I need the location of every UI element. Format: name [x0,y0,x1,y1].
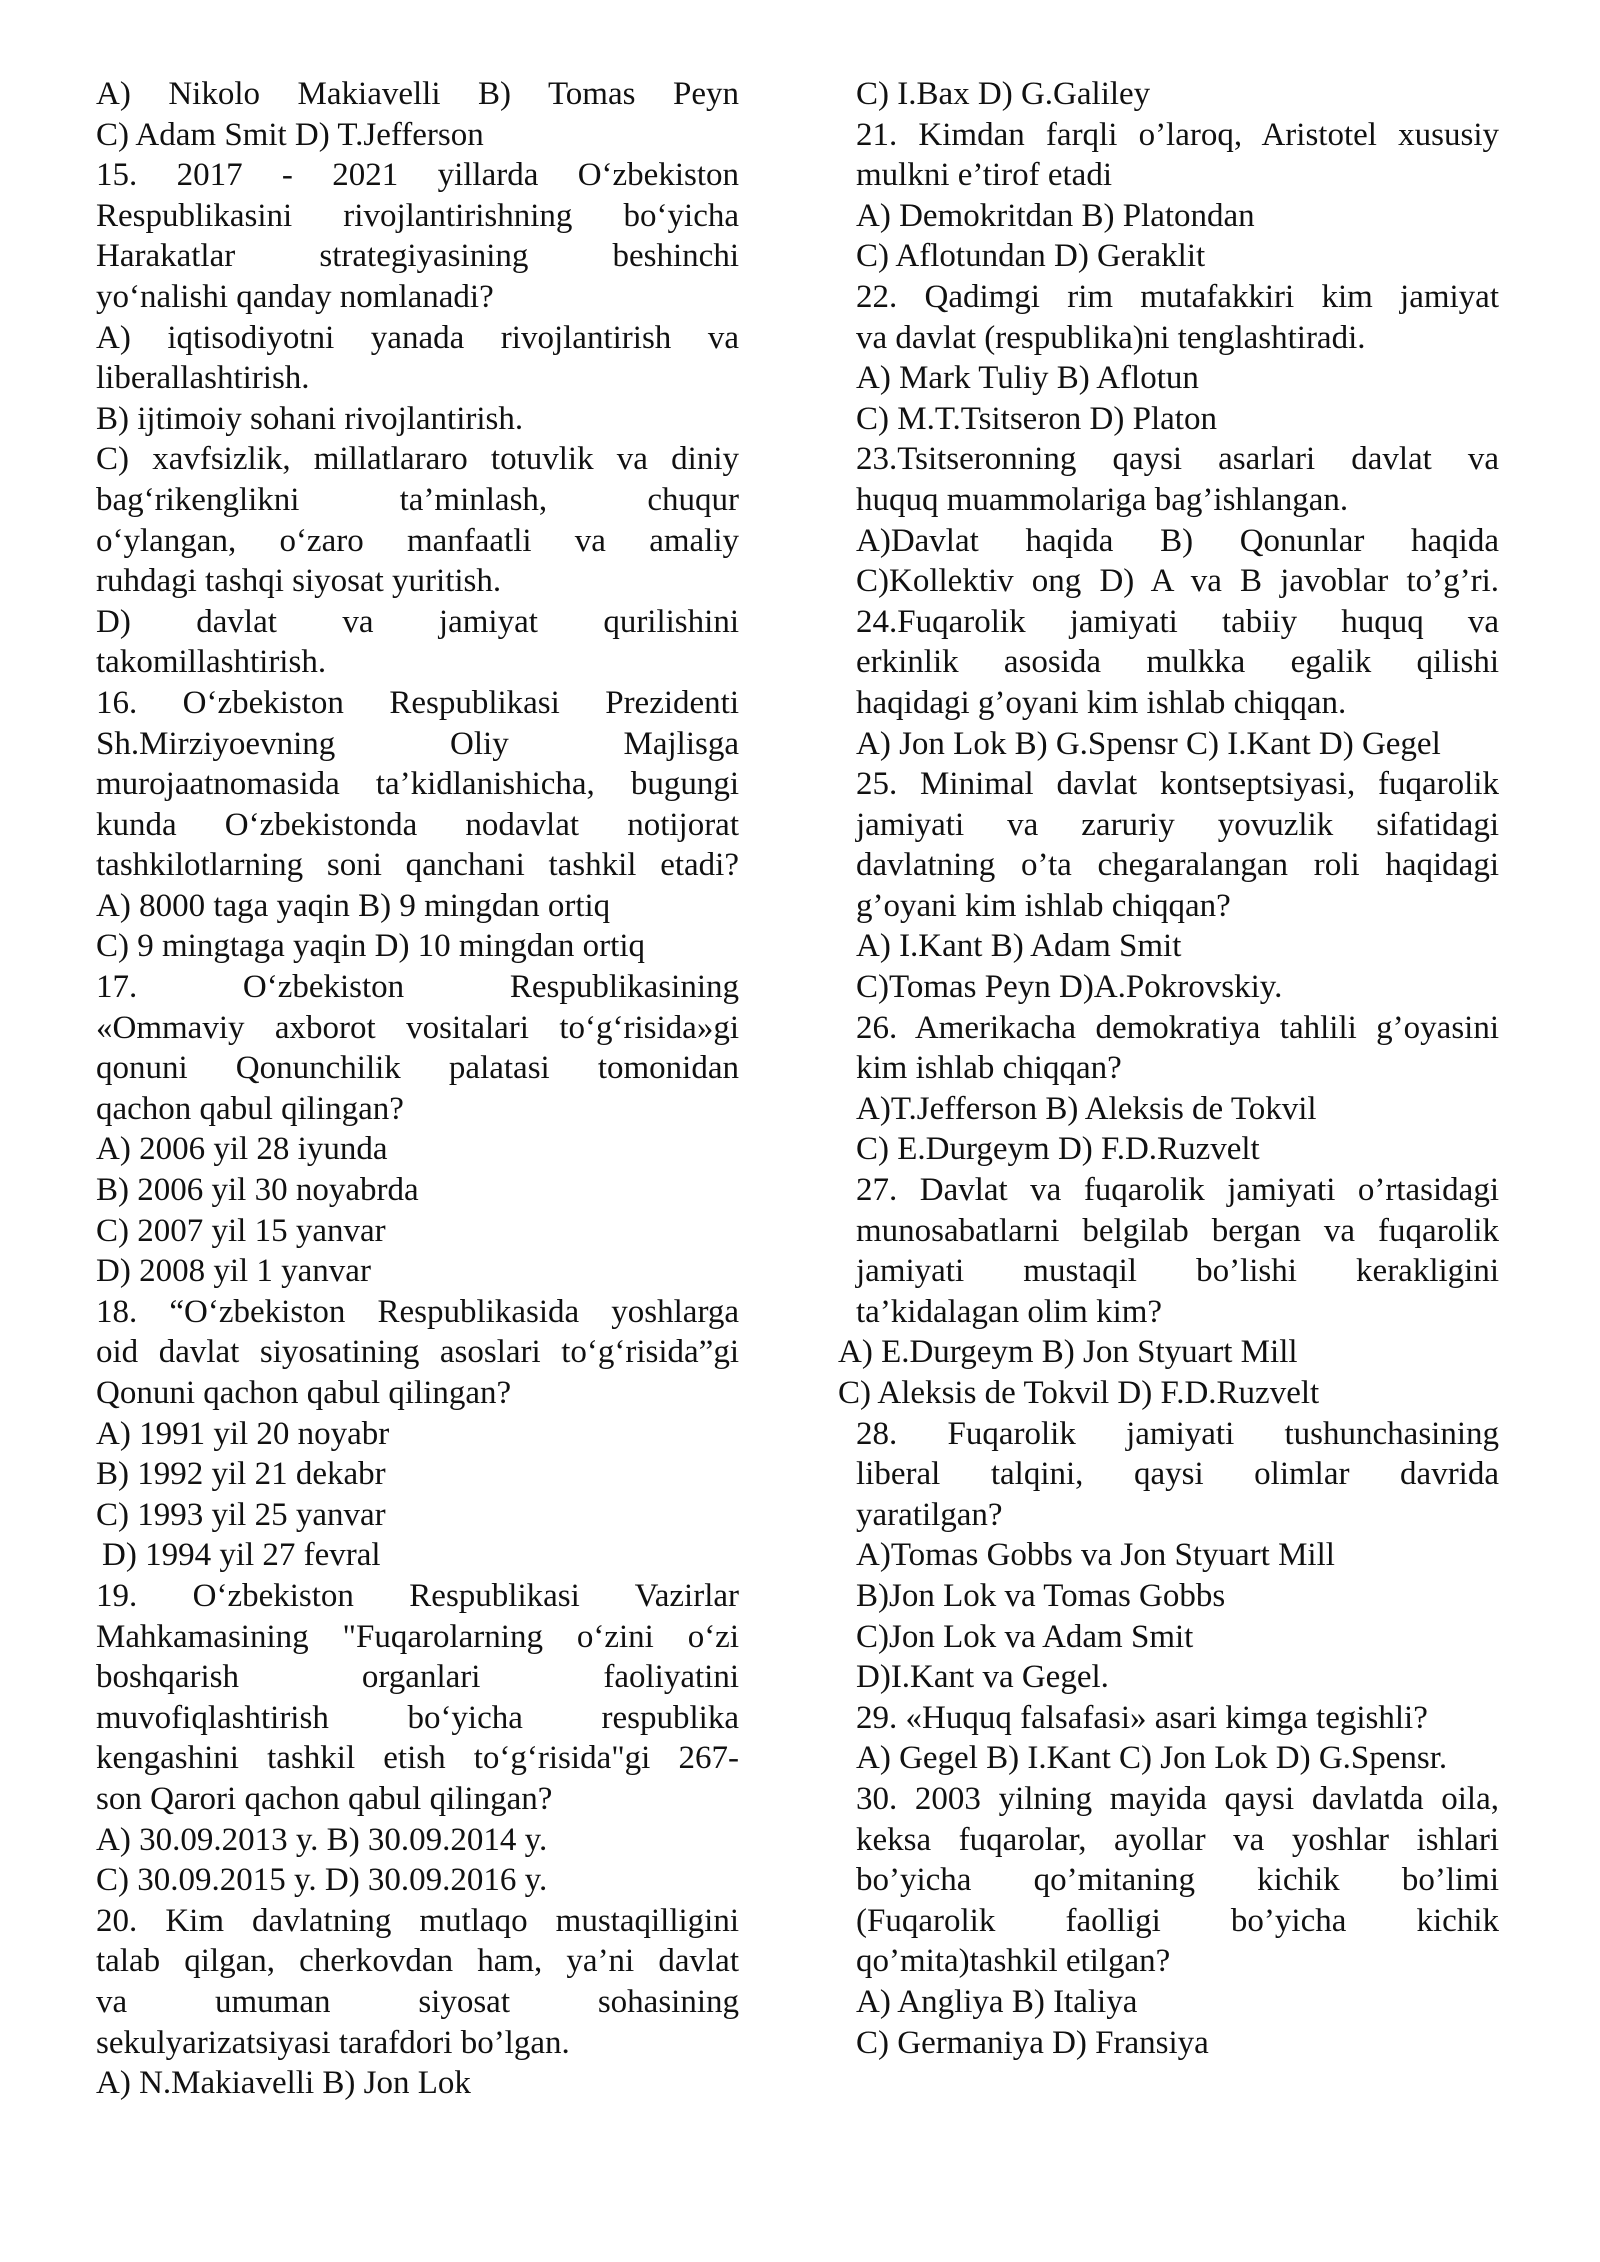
text-line: C) xavfsizlik, millatlararo totuvlik va diniy [96,441,739,478]
text-line: va umuman siyosat sohasining [96,1983,739,2020]
text-line: 24.Fuqarolik jamiyati tabiiy huquq va [856,603,1499,640]
text-line: kim ishlab chiqqan? [856,1050,1122,1087]
text-line: g’oyani kim ishlab chiqqan? [856,887,1231,924]
text-line: murojaatnomasida ta’kidlanishicha, bugungi [96,766,739,803]
text-line: Mahkamasining "Fuqarolarning o‘zini o‘zi [96,1618,739,1655]
text-line: ruhdagi tashqi siyosat yuritish. [96,563,502,600]
text-line: D) 1994 yil 27 fevral [102,1537,381,1574]
text-line: C) 30.09.2015 y. D) 30.09.2016 y. [96,1862,548,1899]
text-line: B) 1992 yil 21 dekabr [96,1456,386,1493]
text-line: A) 8000 taga yaqin B) 9 mingdan ortiq [96,887,611,924]
text-line: C)Tomas Peyn D)A.Pokrovskiy. [856,969,1283,1006]
text-line: liberallashtirish. [96,360,310,397]
text-line: D) 2008 yil 1 yanvar [96,1253,371,1290]
text-line: 21. Kimdan farqli o’laroq, Aristotel xususiy [856,116,1499,153]
text-line: C) Aleksis de Tokvil D) F.D.Ruzvelt [838,1375,1320,1411]
text-line: A) E.Durgeym B) Jon Styuart Mill [838,1334,1298,1371]
text-line: munosabatlarni belgilab bergan va fuqarolik [856,1212,1499,1249]
text-line: A) iqtisodiyotni yanada rivojlantirish va [96,319,739,356]
text-line: sekulyarizatsiyasi tarafdori bo’lgan. [96,2024,570,2061]
text-line: A) 2006 yil 28 iyunda [96,1131,388,1168]
text-line: yo‘nalishi qanday nomlanadi? [96,278,494,315]
text-line: A) N.Makiavelli B) Jon Lok [96,2065,471,2102]
text-line: muvofiqlashtirish bo‘yicha respublika [96,1699,739,1736]
text-line: 22. Qadimgi rim mutafakkiri kim jamiyat [856,278,1499,315]
text-line: 17. O‘zbekiston Respublikasining [96,969,739,1006]
text-line: C) Aflotundan D) Geraklit [856,238,1206,275]
text-line: A)Tomas Gobbs va Jon Styuart Mill [856,1537,1335,1574]
text-line: 26. Amerikacha demokratiya tahlili g’oyasini [856,1009,1499,1046]
text-line: ta’kidalagan olim kim? [856,1293,1163,1330]
text-line: boshqarish organlari faoliyatini [96,1659,739,1696]
text-line: C)Kollektiv ong D) A va B javoblar to’g’ri. [856,563,1499,600]
text-line: A) Gegel B) I.Kant C) Jon Lok D) G.Spensr. [856,1740,1448,1777]
text-line: liberal talqini, qaysi olimlar davrida [856,1456,1499,1493]
text-line: Harakatlar strategiyasining beshinchi [96,238,739,275]
text-line: B) 2006 yil 30 noyabrda [96,1172,419,1209]
text-line: A) 30.09.2013 y. B) 30.09.2014 y. [96,1821,548,1858]
text-line: 23.Tsitseronning qaysi asarlari davlat va [856,441,1499,478]
text-line: 20. Kim davlatning mutlaqo mustaqilligini [96,1902,739,1939]
text-line: qonuni Qonunchilik palatasi tomonidan [96,1050,739,1087]
text-line: A) Angliya B) Italiya [856,1983,1138,2020]
text-line: 16. O‘zbekiston Respublikasi Prezidenti [96,684,739,721]
text-line: huquq muammolariga bag’ishlangan. [856,481,1349,518]
text-line: oid davlat siyosatining asoslari to‘g‘risida”gi [96,1334,739,1371]
text-line: Sh.Mirziyoevning Oliy Majlisga [96,725,739,762]
text-line: jamiyati mustaqil bo’lishi kerakligini [856,1253,1499,1290]
text-line: mulkni e’tirof etadi [856,157,1112,194]
text-line: D)I.Kant va Gegel. [856,1659,1109,1696]
text-line: C) M.T.Tsitseron D) Platon [856,400,1217,437]
text-line: C) Germaniya D) Fransiya [856,2024,1209,2061]
text-line: erkinlik asosida mulkka egalik qilishi [856,644,1499,681]
text-line: jamiyati va zaruriy yovuzlik sifatidagi [856,806,1499,843]
text-line: A)Davlat haqida B) Qonunlar haqida [856,522,1499,559]
text-line: 29. «Huquq falsafasi» asari kimga tegishli? [856,1699,1428,1736]
text-line: bo’yicha qo’mitaning kichik bo’limi [856,1862,1499,1899]
text-line: C) E.Durgeym D) F.D.Ruzvelt [856,1131,1260,1168]
text-line: C) 9 mingtaga yaqin D) 10 mingdan ortiq [96,928,645,965]
text-line: 15. 2017 - 2021 yillarda O‘zbekiston [96,157,739,194]
text-line: D) davlat va jamiyat qurilishini [96,603,739,640]
text-line: A)T.Jefferson B) Aleksis de Tokvil [856,1090,1317,1127]
text-line: talab qilgan, cherkovdan ham, ya’ni davlat [96,1943,739,1980]
text-line: C)Jon Lok va Adam Smit [856,1618,1194,1655]
text-line: A) 1991 yil 20 noyabr [96,1415,390,1452]
text-line: 30. 2003 yilning mayida qaysi davlatda oila, [856,1780,1499,1817]
text-line: kengashini tashkil etish to‘g‘risida"gi 267- [96,1740,739,1777]
text-line: haqidagi g’oyani kim ishlab chiqqan. [856,684,1347,721]
text-line: 18. “O‘zbekiston Respublikasida yoshlarga [96,1293,739,1330]
text-line: C) 2007 yil 15 yanvar [96,1212,386,1249]
text-line: A) Jon Lok B) G.Spensr C) I.Kant D) Gegel [856,725,1441,762]
text-line: 19. O‘zbekiston Respublikasi Vazirlar [96,1577,739,1614]
text-line: o‘ylangan, o‘zaro manfaatli va amaliy [96,522,739,559]
text-line: A) Demokritdan B) Platondan [856,197,1255,234]
text-line: C) 1993 yil 25 yanvar [96,1496,386,1533]
text-line: kunda O‘zbekistonda nodavlat notijorat [96,806,739,843]
text-line: «Ommaviy axborot vositalari to‘g‘risida»gi [96,1009,739,1046]
left-column [96,74,739,2104]
text-line: B)Jon Lok va Tomas Gobbs [856,1577,1226,1614]
right-column [838,74,1499,2063]
text-line: Respublikasini rivojlantirishning bo‘yicha [96,197,739,234]
text-line: Qonuni qachon qabul qilingan? [96,1375,512,1411]
text-line: A) Mark Tuliy B) Aflotun [856,360,1199,397]
text-line: qachon qabul qilingan? [96,1090,404,1127]
text-line: C) I.Bax D) G.Galiley [856,76,1151,112]
text-line: keksa fuqarolar, ayollar va yoshlar ishlari [856,1821,1499,1858]
text-line: davlatning o’ta chegaralangan roli haqidagi [856,847,1499,884]
text-line: qo’mita)tashkil etilgan? [856,1943,1171,1980]
text-line: va davlat (respublika)ni tenglashtiradi. [856,319,1366,356]
text-line: takomillashtirish. [96,644,327,681]
text-line: 25. Minimal davlat kontseptsiyasi, fuqarolik [856,766,1499,803]
text-line: son Qarori qachon qabul qilingan? [96,1780,553,1817]
text-line: yaratilgan? [856,1496,1003,1533]
text-line: C) Adam Smit D) T.Jefferson [96,116,484,153]
text-line: 28. Fuqarolik jamiyati tushunchasining [856,1415,1499,1452]
text-line: (Fuqarolik faolligi bo’yicha kichik [856,1902,1499,1939]
text-line: bag‘rikenglikni ta’minlash, chuqur [96,481,739,518]
text-line: 27. Davlat va fuqarolik jamiyati o’rtasidagi [856,1172,1499,1209]
text-line: A) I.Kant B) Adam Smit [856,928,1182,965]
text-line: A) Nikolo Makiavelli B) Tomas Peyn [96,76,739,112]
text-line: tashkilotlarning soni qanchani tashkil etadi? [96,847,739,884]
text-line: B) ijtimoiy sohani rivojlantirish. [96,400,524,437]
